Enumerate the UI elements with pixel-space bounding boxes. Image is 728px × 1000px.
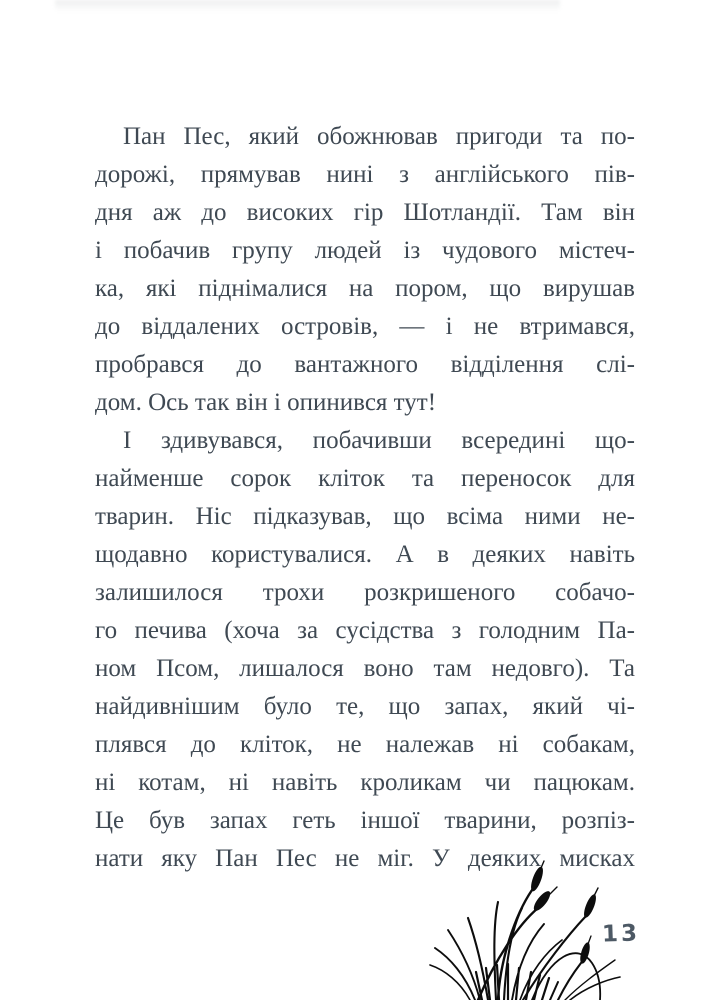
text-line: дорожі, прямував нині з англійського пів- <box>95 161 635 188</box>
text-line: дня аж до високих гір Шотландії. Там він <box>95 199 635 226</box>
text-line: го печива (хоча за сусідства з голодним Па- <box>95 617 635 644</box>
grass-illustration <box>420 860 625 1000</box>
cattail-heads <box>529 865 599 964</box>
text-line: залишилося трохи розкришеного собачо- <box>95 579 635 606</box>
text-line: і побачив групу людей із чудового містеч- <box>95 237 635 264</box>
text-line: ні котам, ні навіть кроликам чи пацюкам. <box>95 769 635 796</box>
paragraph-1 <box>95 118 635 422</box>
page-number: 13 <box>601 920 641 948</box>
text-line: нати яку Пан Пес не міг. У деяких мисках <box>95 845 635 872</box>
cattail-head <box>529 865 546 892</box>
text-line: найменше сорок кліток та переносок для <box>95 465 635 492</box>
paragraph-2 <box>95 422 635 878</box>
text-line: до віддалених островів, — і не втримався, <box>95 313 635 340</box>
cattail-head <box>531 889 553 913</box>
text-line: найдивнішим було те, що запах, який чі- <box>95 693 635 720</box>
cattail-head <box>582 893 599 919</box>
text-line: тварин. Ніс підказував, що всіма ними не- <box>95 503 635 530</box>
text-line: дом. Ось так він і опинився тут! <box>95 389 437 416</box>
text-line: Це був запах геть іншої тварини, розпіз- <box>95 807 635 834</box>
body-text <box>95 118 635 878</box>
text-line: пробрався до вантажного відділення слі- <box>95 351 635 378</box>
text-line: І здивувався, побачивши всередині що- <box>123 427 635 454</box>
text-line: Пан Пес, який обожнював пригоди та по- <box>123 123 635 150</box>
text-line: ка, які піднімалися на пором, що вирушав <box>95 275 635 302</box>
grass-stems <box>430 861 620 1000</box>
text-line: ном Псом, лишалося воно там недовго). Та <box>95 655 635 682</box>
text-line: плявся до кліток, не належав ні собакам, <box>95 731 635 758</box>
text-line: щодавно користувалися. А в деяких навіть <box>95 541 635 568</box>
scan-artifact-top-edge <box>55 0 560 12</box>
